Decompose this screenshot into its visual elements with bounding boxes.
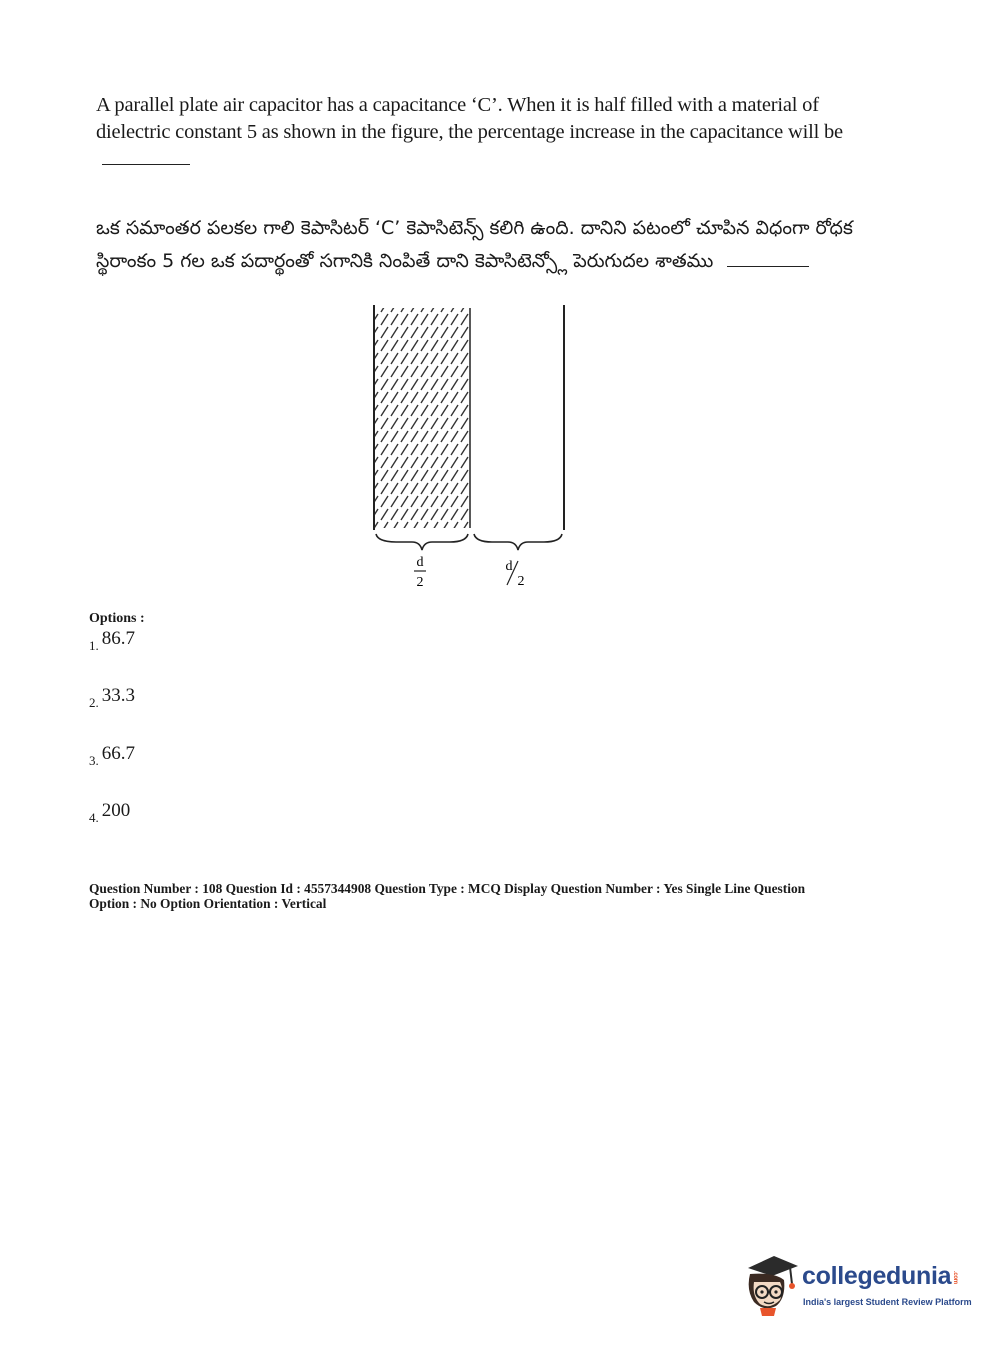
option-number: 2. [89, 695, 99, 710]
options-heading: Options : [89, 611, 145, 626]
right-label-den: 2 [517, 574, 525, 589]
question-metadata [89, 881, 909, 911]
left-label-den: 2 [416, 575, 424, 590]
question-text-telugu [96, 212, 876, 278]
capacitor-diagram [360, 300, 580, 600]
mascot-icon [740, 1250, 800, 1318]
option-3[interactable] [89, 743, 135, 768]
logo-wordmark [802, 1262, 958, 1291]
answer-blank [102, 146, 190, 165]
option-value: 33.3 [101, 685, 135, 706]
option-number: 1. [89, 638, 99, 653]
option-2[interactable] [89, 685, 135, 710]
question-english: A parallel plate air capacitor has a capacitance ‘C’. When it is half filled with a material of dielectric constant 5 as shown in the figure, the percentage increase in the capacitance will be [96, 94, 843, 143]
metadata-line-1: Question Number : 108 Question Id : 4557344908 Question Type : MCQ Display Question Number : Yes Single Line Question [89, 881, 806, 896]
dielectric-slab [374, 308, 470, 528]
logo-name: collegedunia [802, 1262, 952, 1290]
option-value: 86.7 [101, 628, 135, 649]
option-value: 200 [101, 800, 131, 821]
logo-tagline: India's largest Student Review Platform [803, 1297, 972, 1307]
question-text-english [96, 92, 876, 173]
logo-suffix: .com [952, 1271, 959, 1284]
collegedunia-logo-icon [740, 1250, 800, 1323]
metadata-line-2: Option : No Option Orientation : Vertical [89, 896, 327, 911]
right-brace [474, 534, 562, 550]
answer-blank-telugu [727, 250, 809, 267]
option-number: 4. [89, 810, 99, 825]
option-4[interactable] [89, 800, 131, 825]
left-label-num: d [416, 555, 424, 570]
capacitor-figure [360, 300, 580, 605]
left-brace [376, 534, 468, 550]
option-value: 66.7 [101, 743, 135, 764]
option-number: 3. [89, 753, 99, 768]
question-telugu: ఒక సమాంతర పలకల గాలి కెపాసిటర్ ‘C’ కెపాసిటెన్స్ కలిగి ఉంది. దానిని పటంలో చూపిన విధంగా రోధక స్థిరాంకం 5 గల ఒక పదార్థంతో సగానికి నింపితే దాని కెపాసిటెన్స్లో పెరుగుదల శాతము [96, 217, 853, 272]
right-label-num: d [505, 559, 513, 574]
option-1[interactable] [89, 628, 135, 653]
